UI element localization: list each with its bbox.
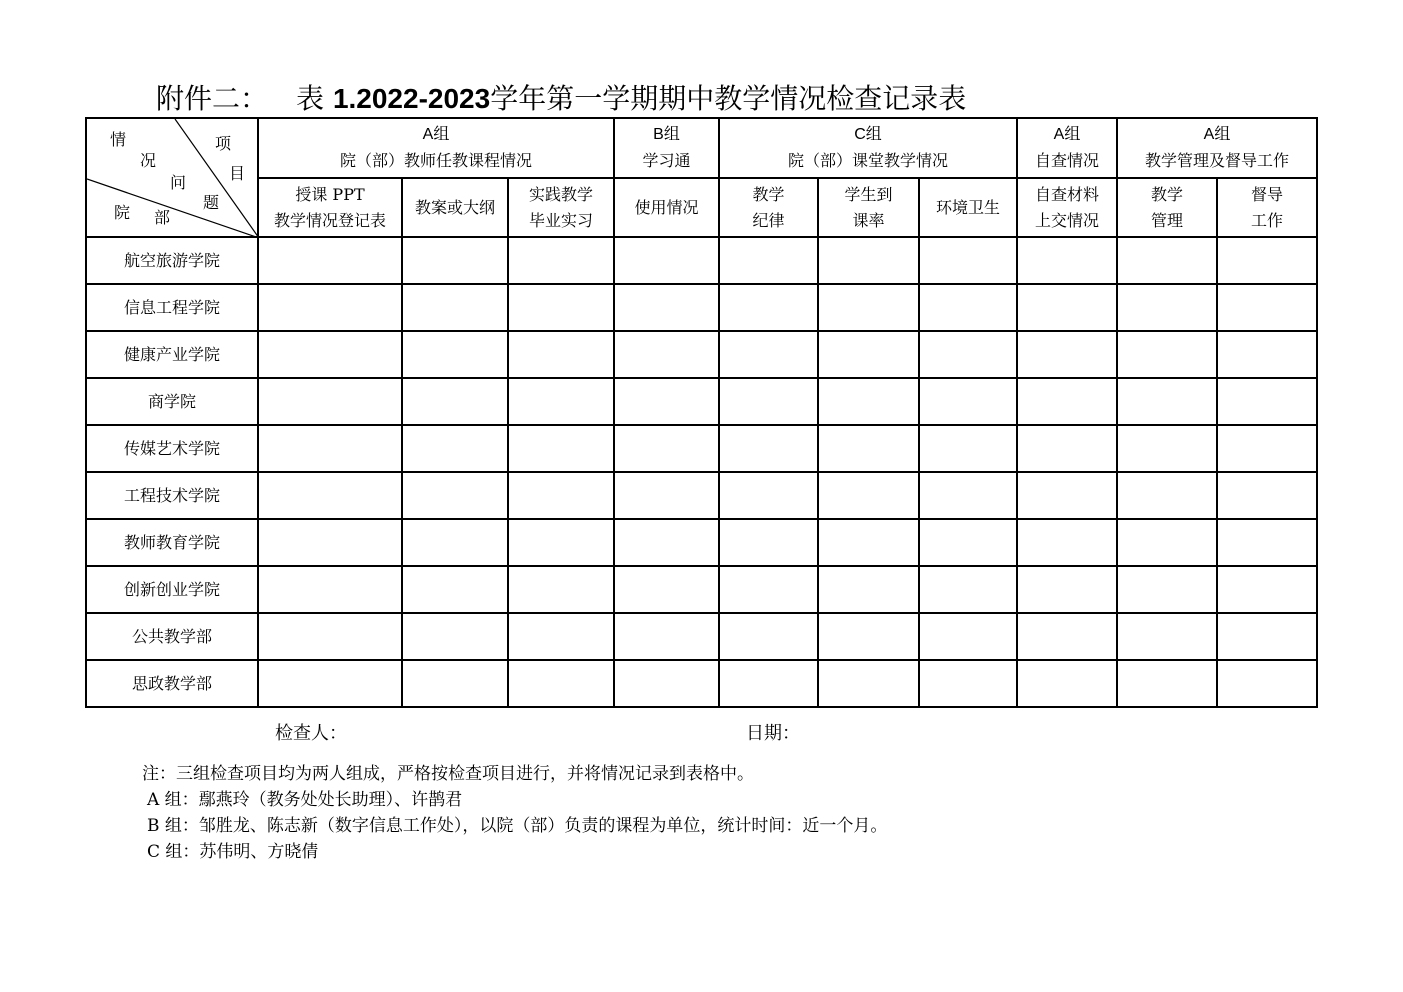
record-cell[interactable] [402,472,508,519]
record-cell[interactable] [1017,425,1117,472]
record-cell[interactable] [1117,613,1217,660]
record-cell[interactable] [508,378,614,425]
record-cell[interactable] [508,566,614,613]
record-cell[interactable] [258,660,402,707]
title-text: 学年第一学期期中教学情况检查记录表 [490,82,967,115]
record-cell[interactable] [402,237,508,284]
record-cell[interactable] [1217,472,1317,519]
group-tag: A组 [422,126,450,143]
record-cell[interactable] [1017,378,1117,425]
record-cell[interactable] [818,378,919,425]
record-cell[interactable] [1117,425,1217,472]
note-line: A 组：鄢燕玲（教务处处长助理）、许鹊君 [147,790,463,810]
record-cell[interactable] [1217,331,1317,378]
record-cell[interactable] [719,378,818,425]
corner-label-bu: 部 [154,208,171,227]
record-cell[interactable] [1017,331,1117,378]
record-cell[interactable] [402,519,508,566]
record-cell[interactable] [818,237,919,284]
group-tag: A组 [1203,126,1231,143]
record-cell[interactable] [719,519,818,566]
page-title [156,80,966,118]
group-title: 自查情况 [1034,151,1099,170]
title-table-label: 表 [296,82,325,115]
record-cell[interactable] [818,284,919,331]
sub-header-line: 实践教学 [528,184,593,204]
record-cell[interactable] [1017,613,1117,660]
note-line: B 组：邹胜龙、陈志新（数字信息工作处），以院（部）负责的课程为单位，统计时间：近一个月。 [147,816,888,836]
record-cell[interactable] [919,425,1017,472]
group-title: 学习通 [642,151,691,170]
sub-header-ppt [258,178,402,237]
sub-header-attendance [818,178,919,237]
table-row [86,331,1317,378]
record-cell[interactable] [1017,519,1117,566]
record-cell[interactable] [1217,284,1317,331]
record-cell[interactable] [919,613,1017,660]
record-cell[interactable] [402,425,508,472]
title-number: 1.2022-2023 [332,83,491,114]
group-header-a-selfcheck [1017,118,1117,178]
table-row [86,613,1317,660]
record-cell[interactable] [1017,284,1117,331]
group-title: 教学管理及督导工作 [1144,151,1289,170]
record-cell[interactable] [1017,472,1117,519]
sub-header-line: 督导 [1250,184,1283,204]
record-cell[interactable] [402,378,508,425]
table-row [86,566,1317,613]
department-name: 信息工程学院 [86,284,258,331]
record-cell[interactable] [1117,284,1217,331]
note-line: C 组：苏伟明、方晓倩 [147,842,319,862]
record-cell[interactable] [402,660,508,707]
corner-label-wen: 问 [170,173,187,192]
record-cell[interactable] [818,566,919,613]
record-cell[interactable] [258,613,402,660]
record-cell[interactable] [614,519,719,566]
group-tag: A组 [1053,126,1081,143]
record-cell[interactable] [719,331,818,378]
record-cell[interactable] [919,378,1017,425]
sub-header-hygiene [919,178,1017,237]
sub-header-supervision [1217,178,1317,237]
record-cell[interactable] [614,660,719,707]
sub-header-line: 使用情况 [634,197,699,217]
sub-header-line: 教学 [752,184,785,204]
department-name: 创新创业学院 [86,566,258,613]
record-cell[interactable] [614,566,719,613]
inspection-record-table [85,117,1318,708]
record-cell[interactable] [508,613,614,660]
table-row [86,519,1317,566]
title-prefix: 附件二： [156,82,269,115]
table-row [86,425,1317,472]
record-cell[interactable] [1217,237,1317,284]
department-name: 公共教学部 [86,613,258,660]
department-name: 商学院 [86,378,258,425]
record-cell[interactable] [258,284,402,331]
sub-header-discipline [719,178,818,237]
record-cell[interactable] [258,237,402,284]
record-cell[interactable] [1217,660,1317,707]
sub-header-line: 课率 [852,210,885,230]
department-name: 工程技术学院 [86,472,258,519]
record-cell[interactable] [614,284,719,331]
record-cell[interactable] [719,613,818,660]
record-cell[interactable] [508,660,614,707]
header-group-row [86,118,1317,178]
record-cell[interactable] [508,425,614,472]
table-row [86,284,1317,331]
group-tag: B组 [653,126,680,143]
sub-header-line: 自查材料 [1034,184,1099,204]
record-cell[interactable] [818,425,919,472]
note-line: 注：三组检查项目均为两人组成，严格按检查项目进行，并将情况记录到表格中。 [142,764,754,784]
department-name: 传媒艺术学院 [86,425,258,472]
group-header-a-management [1117,118,1317,178]
record-cell[interactable] [919,331,1017,378]
group-header-b-xuexitong [614,118,719,178]
record-cell[interactable] [508,472,614,519]
record-cell[interactable] [508,331,614,378]
group-title: 院（部）教师任教课程情况 [339,151,532,170]
sub-header-line: 教学 [1150,184,1183,204]
department-name: 航空旅游学院 [86,237,258,284]
corner-label-qing: 情 [110,130,127,149]
sub-header-line: 工作 [1250,210,1283,230]
record-cell[interactable] [614,472,719,519]
corner-label-ti: 题 [203,193,220,212]
department-name: 教师教育学院 [86,519,258,566]
record-cell[interactable] [719,237,818,284]
record-cell[interactable] [614,425,719,472]
record-cell[interactable] [1217,566,1317,613]
record-cell[interactable] [1117,237,1217,284]
date-label: 日期： [746,723,800,744]
record-cell[interactable] [508,519,614,566]
record-cell[interactable] [919,566,1017,613]
record-cell[interactable] [1117,331,1217,378]
sub-header-management [1117,178,1217,237]
record-cell[interactable] [919,472,1017,519]
group-title: 院（部）课堂教学情况 [787,151,948,170]
sub-header-line: 管理 [1150,210,1183,230]
corner-label-xiang: 项 [215,134,232,153]
record-cell[interactable] [719,660,818,707]
record-cell[interactable] [818,660,919,707]
sub-header-line: 教案或大纲 [414,197,495,217]
record-cell[interactable] [919,519,1017,566]
table-row [86,237,1317,284]
record-cell[interactable] [818,472,919,519]
sub-header-line: 上交情况 [1034,210,1099,230]
inspector-label: 检查人： [275,723,347,744]
record-cell[interactable] [818,613,919,660]
record-cell[interactable] [614,237,719,284]
record-cell[interactable] [719,472,818,519]
record-cell[interactable] [258,331,402,378]
table-row [86,472,1317,519]
record-cell[interactable] [258,425,402,472]
corner-header-cell [86,118,258,237]
table-row [86,378,1317,425]
sub-header-line: 教学情况登记表 [273,210,386,230]
record-cell[interactable] [258,519,402,566]
record-cell[interactable] [258,472,402,519]
record-cell[interactable] [1117,566,1217,613]
record-cell[interactable] [818,331,919,378]
record-cell[interactable] [402,331,508,378]
record-cell[interactable] [508,237,614,284]
sub-header-syllabus [402,178,508,237]
record-cell[interactable] [258,566,402,613]
sub-header-line: 环境卫生 [935,197,1000,217]
record-cell[interactable] [402,613,508,660]
corner-label-mu: 目 [229,164,246,183]
sub-header-row [86,178,1317,237]
sub-header-usage [614,178,719,237]
sub-header-materials [1017,178,1117,237]
record-cell[interactable] [1117,519,1217,566]
group-header-a-courses [258,118,614,178]
record-cell[interactable] [919,237,1017,284]
sub-header-line: 学生到 [844,184,893,204]
department-name: 思政教学部 [86,660,258,707]
group-header-c-classroom [719,118,1017,178]
record-cell[interactable] [1117,660,1217,707]
record-cell[interactable] [258,378,402,425]
record-cell[interactable] [719,284,818,331]
record-cell[interactable] [1017,566,1117,613]
record-cell[interactable] [614,378,719,425]
group-tag: C组 [854,126,882,143]
record-cell[interactable] [1217,519,1317,566]
record-cell[interactable] [818,519,919,566]
record-cell[interactable] [1217,425,1317,472]
record-cell[interactable] [402,284,508,331]
table-row [86,660,1317,707]
record-cell[interactable] [1217,613,1317,660]
record-cell[interactable] [919,660,1017,707]
record-cell[interactable] [614,613,719,660]
sub-header-line: 毕业实习 [528,210,593,230]
record-cell[interactable] [719,425,818,472]
record-cell[interactable] [1217,378,1317,425]
record-cell[interactable] [508,284,614,331]
record-cell[interactable] [919,284,1017,331]
sub-header-line: 授课 PPT [295,184,365,204]
record-cell[interactable] [614,331,719,378]
sub-header-practice [508,178,614,237]
sub-header-line: 纪律 [752,210,785,230]
record-cell[interactable] [1017,237,1117,284]
department-name: 健康产业学院 [86,331,258,378]
corner-label-yuan: 院 [114,203,131,222]
record-cell[interactable] [1117,378,1217,425]
record-cell[interactable] [402,566,508,613]
record-cell[interactable] [1117,472,1217,519]
corner-label-kuang: 况 [140,151,157,170]
record-cell[interactable] [1017,660,1117,707]
record-cell[interactable] [719,566,818,613]
